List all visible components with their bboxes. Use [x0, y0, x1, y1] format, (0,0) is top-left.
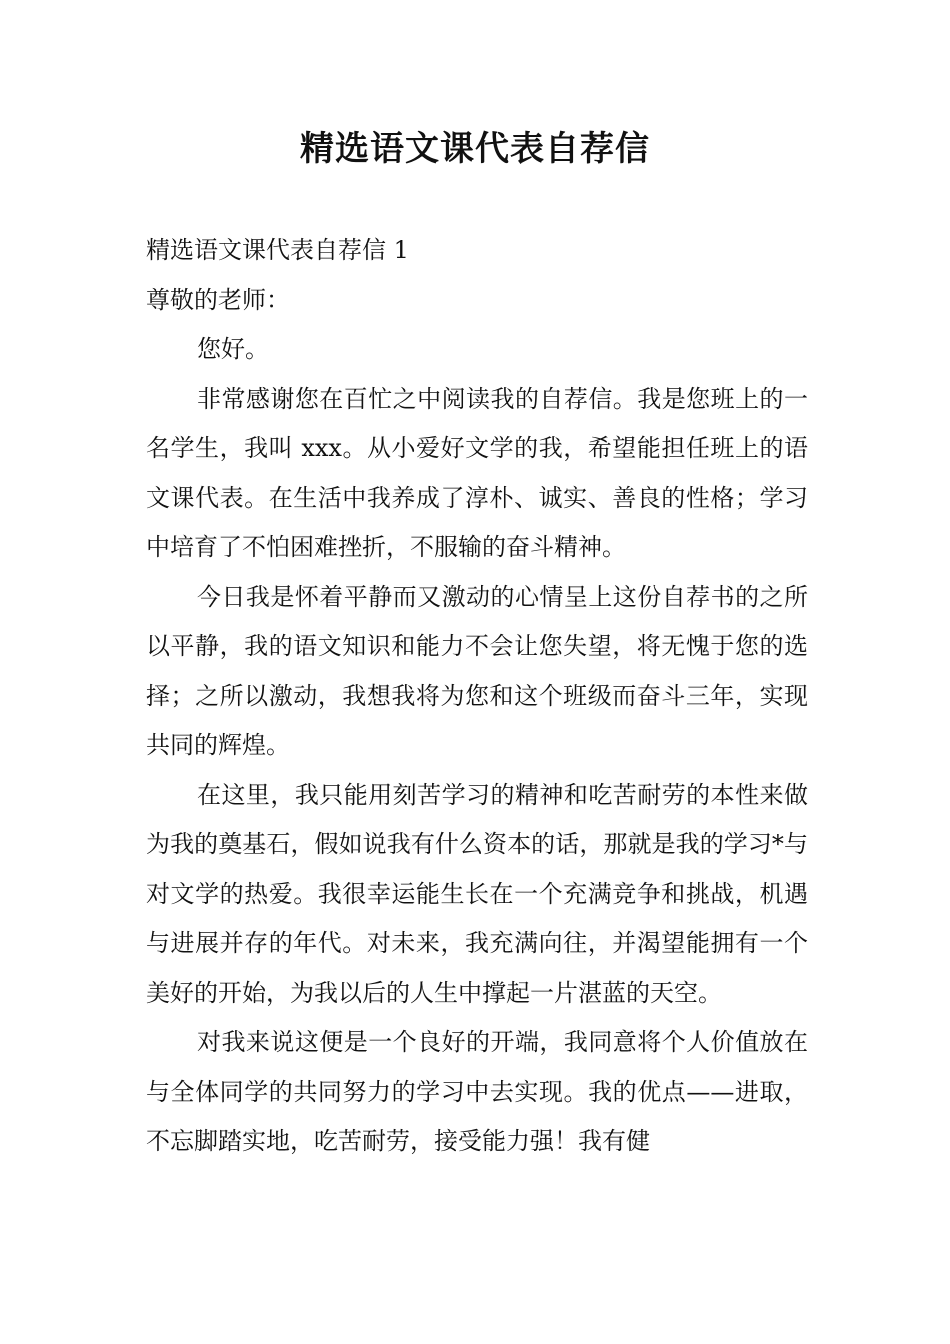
letter-subtitle: 精选语文课代表自荐信 1 [146, 236, 409, 264]
letter-paragraph-2: 今日我是怀着平静而又激动的心情呈上这份自荐书的之所以平静，我的语文知识和能力不会让您失望，将无愧于您的选择；之所以激动，我想我将为您和这个班级而奋斗三年，实现共同的辉煌。 [146, 582, 808, 759]
letter-salutation: 尊敬的老师： [146, 285, 290, 314]
letter-paragraph-1: 非常感谢您在百忙之中阅读我的自荐信。我是您班上的一名学生，我叫 xxx。从小爱好文学的我，希望能担任班上的语文课代表。在生活中我养成了淳朴、诚实、善良的性格；学习中培育了不怕困难挫折，不服输的奋斗精神。 [146, 384, 808, 561]
letter-paragraph-4: 对我来说这便是一个良好的开端，我同意将个人价值放在与全体同学的共同努力的学习中去实现。我的优点——进取，不忘脚踏实地，吃苦耐劳，接受能力强！我有健 [146, 1028, 808, 1155]
letter-paragraph-3: 在这里，我只能用刻苦学习的精神和吃苦耐劳的本性来做为我的奠基石，假如说我有什么资本的话，那就是我的学习*与对文学的热爱。我很幸运能生长在一个充满竞争和挑战，机遇与进展并存的年代。对未来，我充满向往，并渴望能拥有一个美好的开始，为我以后的人生中撑起一片湛蓝的天空。 [146, 780, 808, 1007]
document-body [146, 226, 808, 1167]
document-title: 精选语文课代表自荐信 [300, 129, 650, 169]
letter-greeting: 您好。 [197, 335, 269, 363]
